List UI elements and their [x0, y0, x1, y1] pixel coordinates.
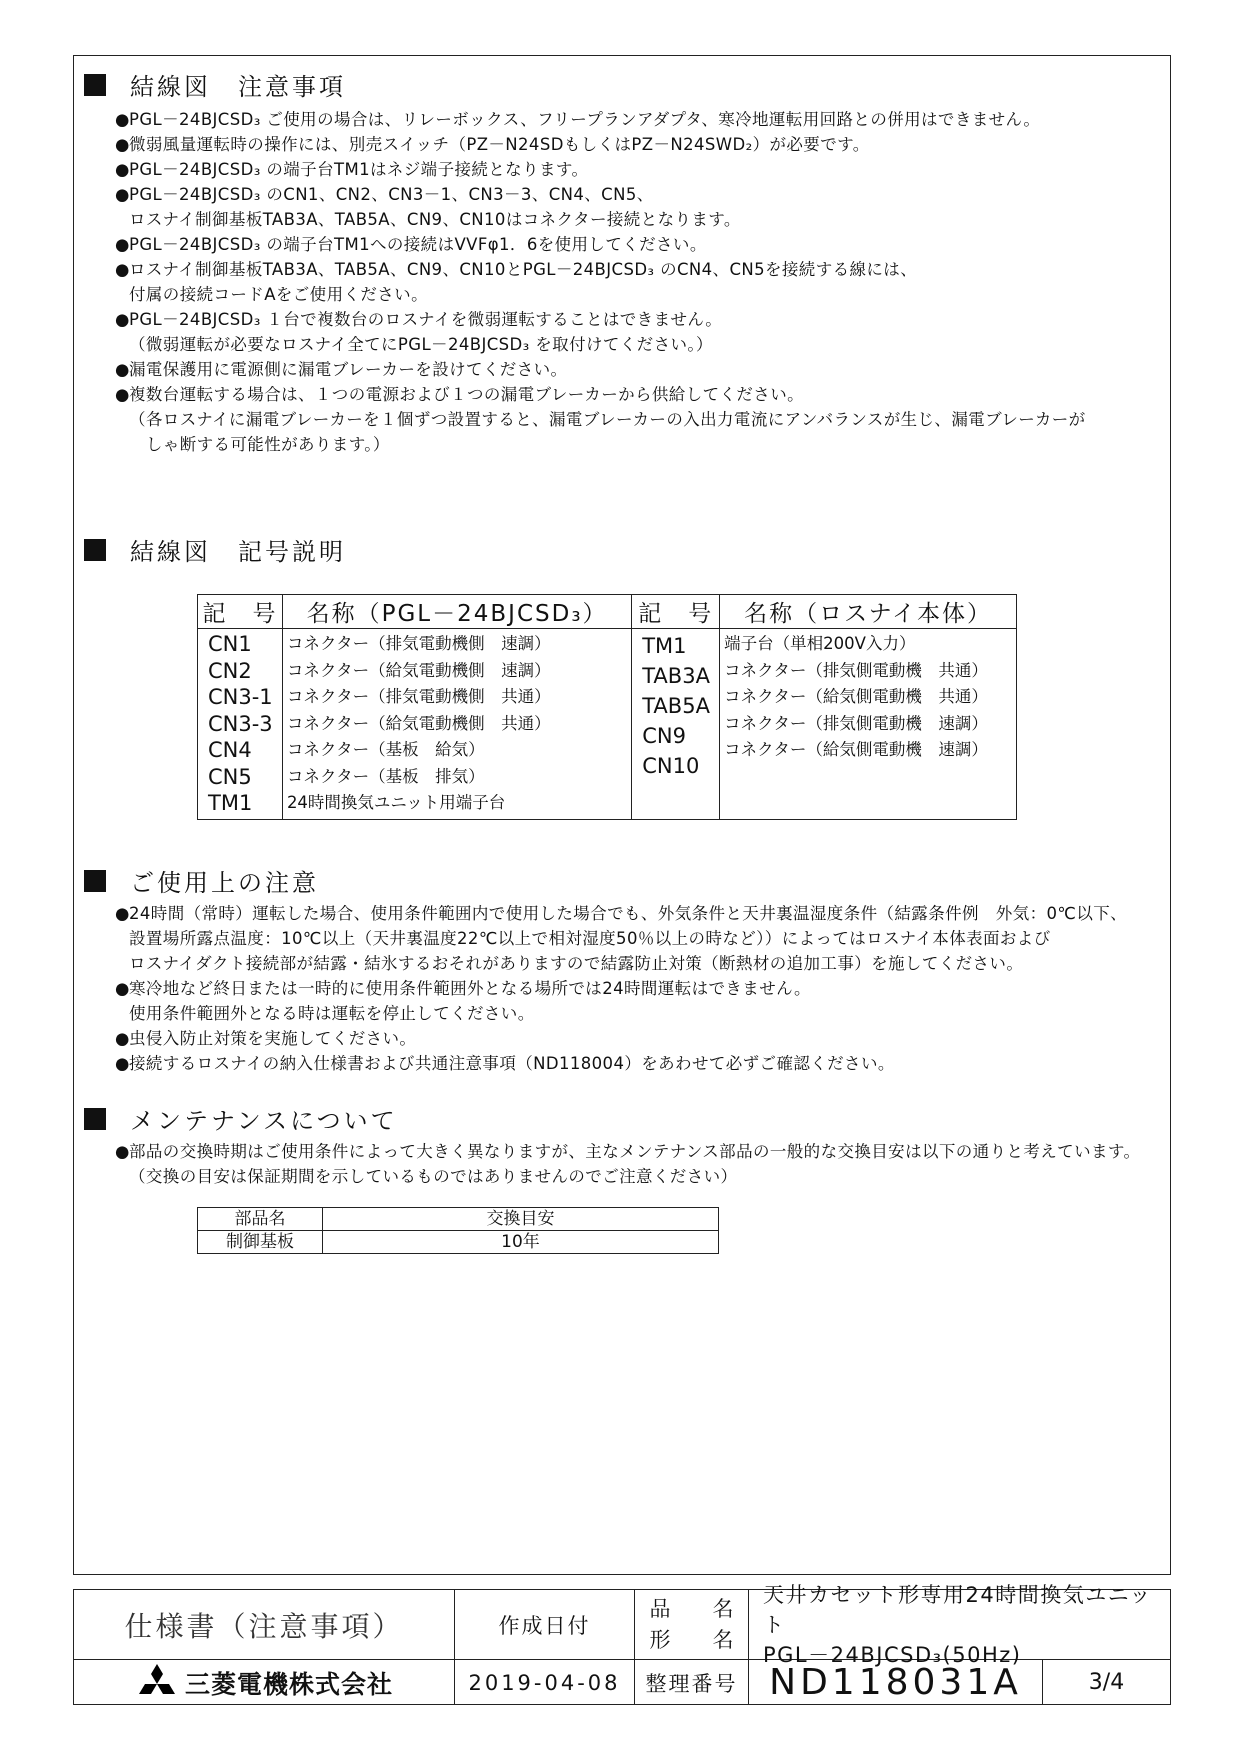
bullet-icon: ● [115, 385, 130, 404]
usage-note-text: 虫侵入防止対策を実施してください。 [129, 1029, 417, 1048]
bullet-icon: ● [115, 1054, 130, 1073]
symbol-code: TM1 [208, 791, 253, 815]
product-name-label: 品 名 [649, 1596, 734, 1621]
symbol-name: コネクター（排気側電動機 速調） [724, 713, 988, 733]
symbol-name: 端子台（単相200V入力） [724, 634, 916, 653]
usage-note-continuation: 設置場所露点温度：10℃以上（天井裏温度22℃以上で相対湿度50％以上の時など））によってはロスナイ本体表面および [129, 929, 1051, 948]
wiring-note-item [115, 157, 1086, 182]
maintenance-header: 交換目安 [323, 1208, 719, 1231]
section-marker [84, 74, 106, 96]
wiring-note-text: ロスナイ制御基板TAB3A、TAB5A、CN9、CN10とPGL－24BJCSD₃ のCN4、CN5を接続する線には、 [129, 260, 918, 279]
wiring-note-item [115, 132, 1086, 157]
model-name: PGL－24BJCSD₃(50Hz) [763, 1642, 1022, 1667]
symbols-header: 記 号 [632, 595, 720, 629]
section-wiring-notes [84, 67, 346, 102]
symbol-code: CN5 [208, 764, 252, 789]
usage-note-item [115, 1026, 1127, 1051]
company-name: 三菱電機株式会社 [184, 1669, 393, 1699]
wiring-note-text: PGL－24BJCSD₃ の端子台TM1への接続はVVFφ1．6を使用してください。 [129, 235, 707, 254]
title-block [73, 1582, 1171, 1705]
wiring-note-text: PGL－24BJCSD₃ ご使用の場合は、リレーボックス、フリープランアダプタ、寒冷地運転用回路との併用はできません。 [129, 110, 1041, 129]
wiring-note-continuation: ロスナイ制御基板TAB3A、TAB5A、CN9、CN10はコネクター接続となります。 [129, 210, 741, 229]
bullet-icon: ● [115, 260, 130, 279]
usage-note-text: 接続するロスナイの納入仕様書および共通注意事項（ND118004）をあわせて必ずご確認ください。 [129, 1054, 895, 1073]
wiring-note-text: 漏電保護用に電源側に漏電ブレーカーを設けてください。 [129, 360, 568, 379]
maintenance-notes-list [115, 1139, 1140, 1189]
section-symbols [84, 532, 346, 567]
maintenance-note-text: 部品の交換時期はご使用条件によって大きく異なりますが、主なメンテナンス部品の一般的な交換目安は以下の通りと考えています。 [129, 1142, 1141, 1161]
wiring-note-item [115, 257, 1086, 282]
usage-note-item [115, 901, 1127, 926]
page-number: 3/4 [1088, 1670, 1125, 1695]
label-cell [635, 1590, 749, 1660]
bullet-icon: ● [115, 110, 130, 129]
section-title: ご使用上の注意 [130, 869, 319, 897]
maintenance-note-item [115, 1139, 1140, 1164]
usage-note-text: 寒冷地など終日または一時的に使用条件範囲外となる場所では24時間運転はできません。 [129, 979, 811, 998]
created-date: 2019-04-08 [455, 1660, 635, 1705]
section-title: 結線図 注意事項 [130, 73, 346, 101]
symbols-table [197, 594, 1017, 820]
symbol-code: TAB3A [642, 664, 710, 688]
symbol-code: CN1 [208, 632, 252, 656]
section-title: 結線図 記号説明 [130, 538, 346, 566]
model-label: 形 名 [649, 1627, 734, 1652]
doc-title: 仕様書（注意事項） [74, 1590, 455, 1660]
bullet-icon: ● [115, 310, 130, 329]
symbols-header: 名称（PGL－24BJCSD₃） [282, 595, 631, 629]
symbol-code: CN9 [642, 724, 686, 748]
bullet-icon: ● [115, 1029, 130, 1048]
symbol-code: CN2 [208, 658, 252, 683]
wiring-note-item [115, 182, 1086, 207]
symbol-name: 24時間換気ユニット用端子台 [286, 793, 506, 812]
ref-label: 整理番号 [635, 1660, 749, 1705]
symbols-header: 記 号 [198, 595, 283, 629]
company-cell [74, 1660, 455, 1705]
left-codes-column [198, 629, 283, 820]
symbols-header: 名称（ロスナイ本体） [720, 595, 1017, 629]
symbol-name: コネクター（基板 給気） [286, 740, 485, 759]
maintenance-header: 部品名 [198, 1208, 323, 1231]
wiring-note-continuation: 付属の接続コードAをご使用ください。 [129, 285, 428, 304]
maintenance-table [197, 1207, 719, 1254]
symbol-name: コネクター（排気電動機側 共通） [286, 687, 551, 706]
product-name: 天井カセット形専用24時間換気ユニット [763, 1582, 1152, 1637]
usage-notes-list [115, 901, 1127, 1076]
usage-note-item [115, 976, 1127, 1001]
bullet-icon: ● [115, 1142, 130, 1161]
symbol-name: コネクター（排気電動機側 速調） [286, 634, 551, 653]
bullet-icon: ● [115, 979, 130, 998]
maintenance-note-continuation: （交換の目安は保証期間を示しているものではありませんのでご注意ください） [129, 1167, 738, 1186]
section-title: メンテナンスについて [130, 1107, 398, 1135]
wiring-note-item [115, 307, 1086, 332]
section-marker [84, 539, 106, 561]
symbol-name: コネクター（給気電動機側 共通） [286, 713, 551, 733]
symbol-name: コネクター（給気側電動機 共通） [724, 687, 988, 706]
wiring-note-item [115, 357, 1086, 382]
wiring-note-text: 複数台運転する場合は、１つの電源および１つの漏電ブレーカーから供給してください。 [129, 385, 805, 404]
section-usage [84, 863, 319, 898]
wiring-note-item [115, 382, 1086, 407]
symbol-code: CN4 [208, 738, 252, 762]
bullet-icon: ● [115, 235, 130, 254]
wiring-note-continuation: しゃ断する可能性があります。） [129, 435, 390, 454]
created-label: 作成日付 [455, 1590, 635, 1660]
company-logo [135, 1664, 393, 1702]
symbol-name: コネクター（給気側電動機 速調） [724, 740, 988, 759]
right-names-column [720, 629, 1017, 820]
bullet-icon: ● [115, 160, 130, 179]
ref-number: ND118031A [749, 1660, 1043, 1705]
right-codes-column [632, 629, 720, 820]
section-marker [84, 1108, 106, 1130]
section-maintenance [84, 1101, 398, 1136]
usage-note-continuation: 使用条件範囲外となる時は運転を停止してください。 [129, 1004, 535, 1023]
usage-note-item [115, 1051, 1127, 1076]
wiring-notes-list [115, 107, 1086, 457]
mitsubishi-logo-icon [135, 1664, 179, 1702]
wiring-note-continuation: （微弱運転が必要なロスナイ全てにPGL－24BJCSD₃ を取付けてください。） [129, 335, 713, 354]
bullet-icon: ● [115, 185, 130, 204]
wiring-note-continuation: （各ロスナイに漏電ブレーカーを１個ずつ設置すると、漏電ブレーカーの入出力電流にアンバランスが生じ、漏電ブレーカーが [129, 410, 1086, 429]
symbol-name: コネクター（基板 排気） [286, 766, 485, 786]
wiring-note-text: PGL－24BJCSD₃ のCN1、CN2、CN3－1、CN3－3、CN4、CN5、 [129, 185, 654, 204]
symbol-code: TM1 [642, 634, 687, 658]
symbol-name: コネクター（排気側電動機 共通） [724, 660, 988, 680]
symbol-code: CN3-1 [208, 685, 273, 709]
wiring-note-text: 微弱風量運転時の操作には、別売スイッチ（PZ－N24SDもしくはPZ－N24SWD₂）が必要です。 [129, 135, 870, 154]
maintenance-cell: 制御基板 [198, 1231, 323, 1254]
wiring-note-item [115, 107, 1086, 132]
bullet-icon: ● [115, 904, 130, 923]
symbol-code: TAB5A [642, 694, 710, 718]
symbol-name: コネクター（給気電動機側 速調） [286, 660, 551, 680]
bullet-icon: ● [115, 360, 130, 379]
section-marker [84, 870, 106, 892]
left-names-column [282, 629, 631, 820]
usage-note-text: 24時間（常時）運転した場合、使用条件範囲内で使用した場合でも、外気条件と天井裏温湿度条件（結露条件例 外気：0℃以下、 [129, 904, 1128, 923]
symbol-code: CN10 [642, 754, 700, 778]
product-cell [749, 1582, 1170, 1667]
wiring-note-text: PGL－24BJCSD₃ １台で複数台のロスナイを微弱運転することはできません。 [129, 310, 723, 329]
wiring-note-text: PGL－24BJCSD₃ の端子台TM1はネジ端子接続となります。 [129, 160, 589, 179]
usage-note-continuation: ロスナイダクト接続部が結露・結氷するおそれがありますので結露防止対策（断熱材の追加工事）を施してください。 [129, 954, 1024, 973]
maintenance-cell: 10年 [323, 1231, 719, 1254]
symbol-code: CN3-3 [208, 711, 273, 736]
bullet-icon: ● [115, 135, 130, 154]
wiring-note-item [115, 232, 1086, 257]
